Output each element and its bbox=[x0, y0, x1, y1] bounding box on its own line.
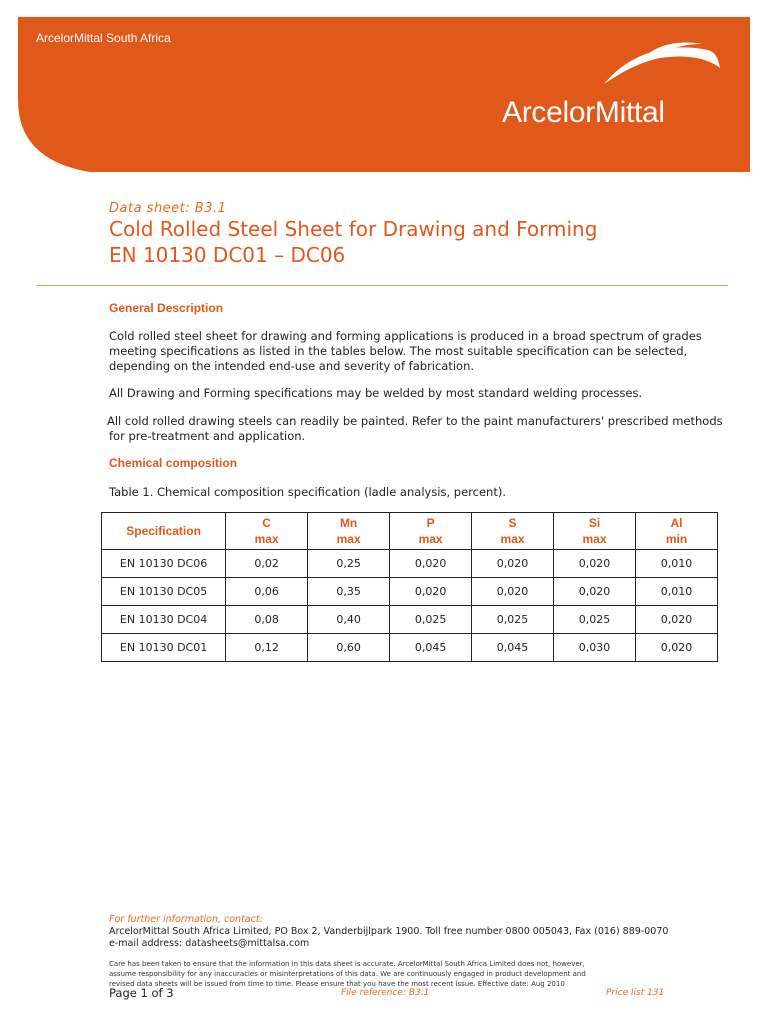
table-caption: Table 1. Chemical composition specification (ladle analysis, percent). bbox=[109, 485, 506, 499]
price-list: Price list 131 bbox=[606, 988, 665, 998]
table-row: EN 10130 DC05 0,06 0,35 0,020 0,020 0,020 0,010 bbox=[102, 578, 718, 606]
general-description-paragraph-1: Cold rolled steel sheet for drawing and forming applications is produced in a broad spectrum of grades meeting specifications as listed in the tables below. The most suitable specification can be selected, depending on the intended end-use and severity of fabrication. bbox=[109, 329, 702, 373]
document-title bbox=[109, 216, 597, 268]
chemical-composition-table bbox=[101, 512, 718, 662]
disclaimer: Care has been taken to ensure that the information in this data sheet is accurate. ArcelorMittal South Africa Limited does not, however, assume responsibility for any inaccuracies or misinterpretations of this data. We are continuously engaged in product development and revised data sheets will be issued from time to time. Please ensure that you have the most recent issue. Effective date: Aug 2010 bbox=[109, 960, 586, 988]
table-row: EN 10130 DC01 0,12 0,60 0,045 0,045 0,030 0,020 bbox=[102, 634, 718, 662]
header-si: Si max bbox=[554, 513, 636, 550]
header-specification: Specification bbox=[102, 513, 226, 550]
title-line-2: EN 10130 DC01 – DC06 bbox=[109, 243, 346, 267]
arcelormittal-swoosh-icon bbox=[590, 38, 726, 94]
header-p: P max bbox=[390, 513, 472, 550]
table-row: EN 10130 DC04 0,08 0,40 0,025 0,025 0,025 0,020 bbox=[102, 606, 718, 634]
header-mn: Mn max bbox=[308, 513, 390, 550]
contact-address: ArcelorMittal South Africa Limited, PO Box 2, Vanderbijlpark 1900. Toll free number 0800 005043, Fax (016) 889-0070 bbox=[109, 926, 669, 937]
general-description-paragraph-3: All cold rolled drawing steels can readily be painted. Refer to the paint manufacturers' prescribed methods for pre-treatment and application. bbox=[107, 414, 723, 443]
file-reference: File reference: B3.1 bbox=[341, 988, 430, 998]
header-al: Al min bbox=[636, 513, 718, 550]
chemical-composition-heading: Chemical composition bbox=[109, 456, 238, 470]
general-description-heading: General Description bbox=[109, 301, 224, 315]
contact-email[interactable]: e-mail address: datasheets@mittalsa.com bbox=[109, 938, 310, 949]
company-name-header: ArcelorMittal South Africa bbox=[36, 31, 171, 45]
title-divider bbox=[36, 285, 728, 286]
datasheet-label: Data sheet: B3.1 bbox=[109, 201, 227, 216]
header-s: S max bbox=[472, 513, 554, 550]
contact-heading: For further information, contact: bbox=[109, 914, 263, 925]
table-header-row bbox=[102, 513, 718, 550]
title-line-1: Cold Rolled Steel Sheet for Drawing and Forming bbox=[109, 217, 598, 241]
page-number: Page 1 of 3 bbox=[109, 986, 174, 1000]
general-description-paragraph-2: All Drawing and Forming specifications may be welded by most standard welding processes. bbox=[109, 386, 643, 400]
header-c: C max bbox=[226, 513, 308, 550]
table-row: EN 10130 DC06 0,02 0,25 0,020 0,020 0,020 0,010 bbox=[102, 550, 718, 578]
brand-wordmark: ArcelorMittal bbox=[502, 96, 665, 129]
